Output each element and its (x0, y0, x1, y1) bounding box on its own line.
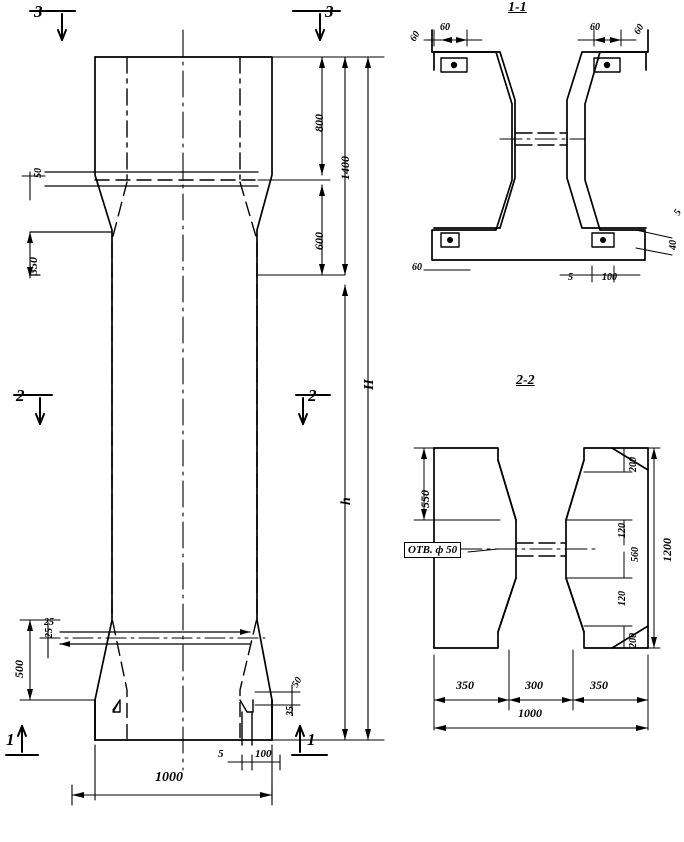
s22-dim-1000: 1000 (518, 706, 542, 720)
dim-100-main-label: 100 (255, 748, 272, 760)
marker-2-left-label: 2 (16, 386, 25, 405)
dim-600-label: 600 (312, 232, 326, 250)
s11-dim-60-a: 60 (408, 29, 423, 44)
marker-1-right-label: 1 (307, 730, 316, 749)
s11-dim-5-right: 5 (672, 207, 684, 218)
dim-5-main-label: 5 (218, 748, 224, 760)
dim-h-label: h (339, 497, 354, 505)
dim-25b-label: 25 (44, 617, 54, 628)
foot-detail-right (240, 700, 253, 712)
arrow-hole-left (60, 641, 70, 647)
s22-dim-120-bottom: 120 (617, 591, 628, 606)
s22-dim-120-top: 120 (617, 523, 628, 538)
s11-dim-60-d: 60 (632, 22, 647, 37)
s11-dim-100-bottom: 100 (602, 272, 617, 283)
marker-3-left-label: 3 (34, 2, 43, 21)
s22-dim-1200: 1200 (660, 538, 674, 562)
s11-dim-60-bottom: 60 (412, 262, 422, 273)
dim-35-detail-label: 35 (285, 706, 296, 716)
section-2-2-title: 2-2 (516, 373, 535, 388)
s22-dim-300: 300 (525, 678, 543, 692)
s11-dim-5-bottom: 5 (568, 272, 573, 283)
dim-500-label: 500 (12, 660, 26, 678)
s22-dim-200-bottom: 200 (628, 633, 639, 648)
marker-3-right-label: 3 (325, 2, 334, 21)
dim-H-label: H (362, 379, 377, 390)
s22-dim-200-top: 200 (628, 457, 639, 472)
dashed-inner-right (240, 182, 257, 740)
dashed-inner-left (112, 182, 127, 740)
foot-detail-left (113, 700, 120, 712)
s22-dim-350-left: 350 (456, 678, 474, 692)
section-2-2-outline (434, 448, 648, 648)
marker-2-right-label: 2 (308, 386, 317, 405)
s22-dim-350-right: 350 (590, 678, 608, 692)
dim-50-label: 50 (33, 168, 44, 178)
arrow-hole-right (240, 629, 250, 635)
s11-dim-40-right: 40 (668, 240, 679, 250)
section-1-1-title: 1-1 (508, 0, 527, 15)
hole-note-label: ОТВ. ф 50 (404, 542, 461, 558)
dim-1400-label: 1400 (338, 156, 352, 180)
marker-1-left-label: 1 (6, 730, 15, 749)
dim-1000-main-label: 1000 (155, 770, 183, 785)
s11-dim-60-c: 60 (590, 22, 600, 33)
s22-dim-550: 550 (418, 490, 432, 508)
dim-800-label: 800 (312, 114, 326, 132)
dim-25-label: 25 (44, 628, 55, 638)
dim-50-detail-label: 50 (290, 675, 305, 690)
dim-350-label: 350 (26, 257, 40, 275)
s11-dim-60-b: 60 (440, 22, 450, 33)
s22-dim-560: 560 (630, 547, 641, 562)
